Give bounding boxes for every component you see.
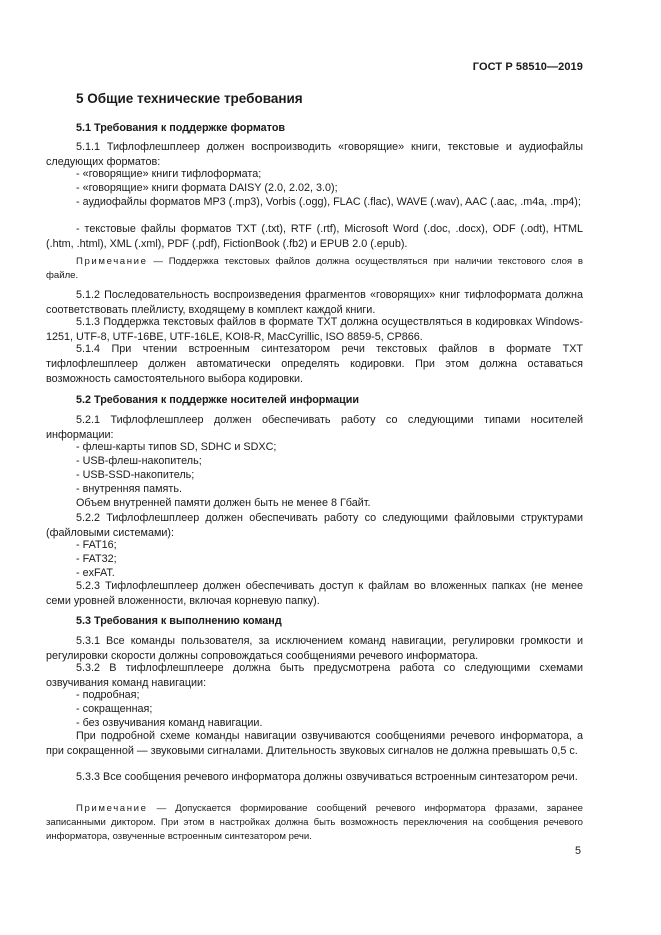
list-item: - «говорящие» книги формата DAISY (2.0, 2.02, 3.0); xyxy=(76,182,338,194)
note-label: Примечание xyxy=(76,256,148,267)
page-number: 5 xyxy=(574,845,581,857)
list-item: - подробная; xyxy=(76,689,140,701)
list-item: - флеш-карты типов SD, SDHC и SDXC; xyxy=(76,441,277,453)
paragraph-5-3-2: 5.3.2 В тифлофлешплеере должна быть предусмотрена работа со следующими схемами озвучивания команд навигации: xyxy=(46,662,583,689)
subsection-title-5-2: 5.2 Требования к поддержке носителей информации xyxy=(76,394,360,406)
note-text: — Поддержка текстовых файлов должна осуществляться при наличии текстового слоя в файле. xyxy=(46,256,583,281)
paragraph-5-3-2-detail: При подробной схеме команды навигации озвучиваются сообщениями речевого информатора, а при сокращенной — звуковыми сигналами. Длительность звуковых сигналов не должна превышать 0,5 с. xyxy=(46,730,583,757)
list-item: - FAT16; xyxy=(76,539,117,551)
paragraph-5-1-3: 5.1.3 Поддержка текстовых файлов в формате TXT должна осуществляться в кодировках Windows-1251, UTF-8, UTF-16BE, UTF-16LE, KOI8-R, MacCyrillic, ISO 8859-5, CP866. xyxy=(46,316,583,343)
paragraph-5-1-4: 5.1.4 При чтении встроенным синтезатором речи текстовых файлов в формате TXT тифлофлешплеер должен автоматически определять кодировки. При этом должна оставаться возможность самостоятельного выбора кодировки. xyxy=(46,343,583,385)
list-item: - текстовые файлы форматов TXT (.txt), RTF (.rtf), Microsoft Word (.doc, .docx), ODF (.odt), HTML (.htm, .html), XML (.xml), PDF (.pdf), FictionBook (.fb2) и EPUB 2.0 (.epub). xyxy=(46,223,583,250)
subsection-title-5-3: 5.3 Требования к выполнению команд xyxy=(76,615,282,627)
section-title: 5 Общие технические требования xyxy=(76,91,303,106)
list-item: - USB-SSD-накопитель; xyxy=(76,469,195,481)
paragraph-5-1-2: 5.1.2 Последовательность воспроизведения фрагментов «говорящих» книг тифлоформата должна соответствовать плейлисту, входящему в комплект каждой книги. xyxy=(46,289,583,316)
list-item: - внутренняя память. xyxy=(76,483,182,495)
paragraph-5-1-1: 5.1.1 Тифлофлешплеер должен воспроизводить «говорящие» книги, текстовые и аудиофайлы следующих форматов: xyxy=(46,141,583,168)
list-item: - сокращенная; xyxy=(76,703,153,715)
paragraph-5-2-1: 5.2.1 Тифлофлешплеер должен обеспечивать работу со следующими типами носителей информации: xyxy=(46,414,583,441)
paragraph-5-3-1: 5.3.1 Все команды пользователя, за исключением команд навигации, регулировки громкости и регулировки скорости должны сопровождаться сообщениями речевого информатора. xyxy=(46,635,583,662)
paragraph-5-2-2: 5.2.2 Тифлофлешплеер должен обеспечивать работу со следующими файловыми структурами (файловыми системами): xyxy=(46,512,583,539)
list-item: - USB-флеш-накопитель; xyxy=(76,455,202,467)
note-5-1 xyxy=(46,255,583,283)
list-item: - «говорящие» книги тифлоформата; xyxy=(76,168,262,180)
note-label: Примечание xyxy=(76,803,148,814)
list-item: - exFAT. xyxy=(76,567,115,579)
list-item: - без озвучивания команд навигации. xyxy=(76,717,263,729)
list-item: - FAT32; xyxy=(76,553,117,565)
document-header: ГОСТ Р 58510—2019 xyxy=(472,61,583,73)
memory-text: Объем внутренней памяти должен быть не менее 8 Гбайт. xyxy=(76,497,371,509)
note-text: — Допускается формирование сообщений речевого информатора фразами, заранее записанными диктором. При этом в настройках должна быть возможность переключения на сообщения речевого информатора, озвученные встроенным синтезатором речи. xyxy=(46,803,583,842)
list-item: - аудиофайлы форматов MP3 (.mp3), Vorbis (.ogg), FLAC (.flac), WAVE (.wav), AAC (.aac, .m4a, .mp4); xyxy=(76,196,581,208)
note-5-3 xyxy=(46,802,583,844)
subsection-title-5-1: 5.1 Требования к поддержке форматов xyxy=(76,122,286,134)
paragraph-5-2-3: 5.2.3 Тифлофлешплеер должен обеспечивать доступ к файлам во вложенных папках (не менее семи уровней вложенности, включая корневую папку). xyxy=(46,580,583,607)
paragraph-5-3-3: 5.3.3 Все сообщения речевого информатора должны озвучиваться встроенным синтезатором речи. xyxy=(76,771,578,783)
